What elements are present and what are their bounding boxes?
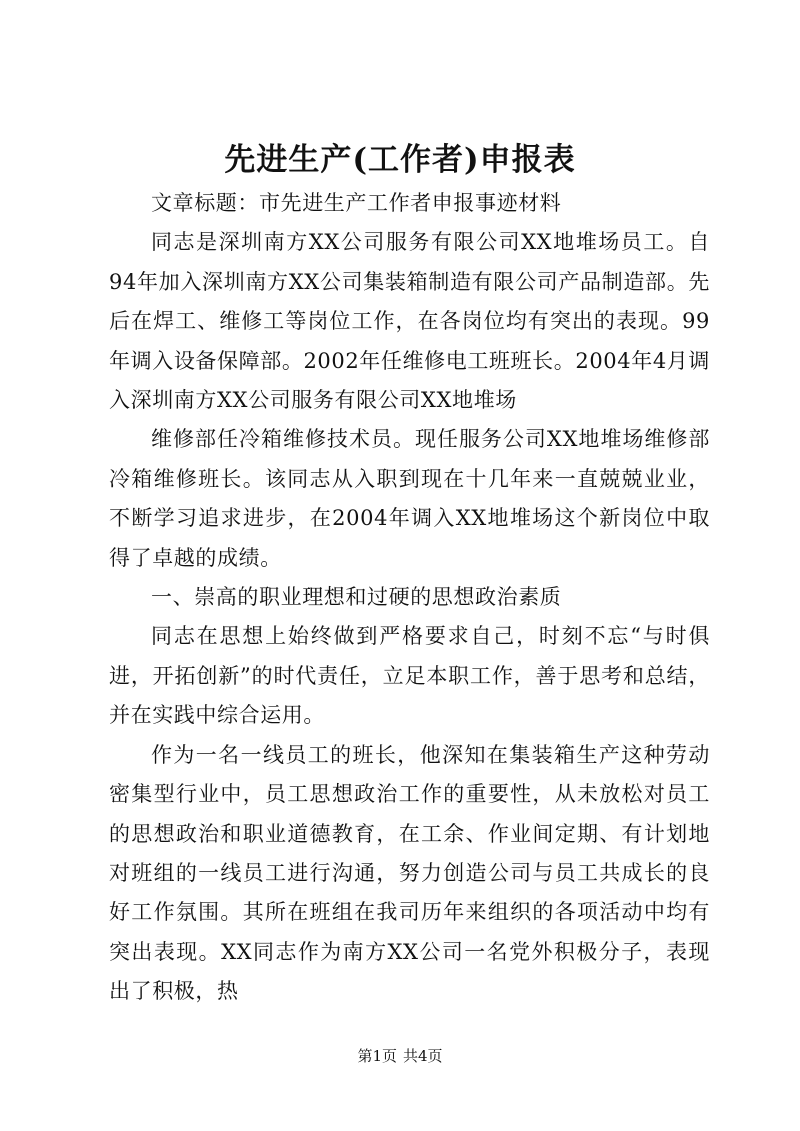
page-footer — [0, 1046, 800, 1066]
page-number: 第1页 — [357, 1047, 397, 1065]
paragraph-article-title: 文章标题：市先进生产工作者申报事迹材料 — [151, 191, 562, 215]
paragraph-ideology: 同志在思想上始终做到严格要求自己，时刻不忘“与时俱进，开拓创新”的时代责任，立足本职工作，善于思考和总结，并在实践中综合运用。 — [109, 624, 710, 728]
page-total: 共4页 — [403, 1047, 443, 1065]
paragraph-current-role: 维修部任冷箱维修技术员。现任服务公司XX地堆场维修部冷箱维修班长。该同志从入职到现在十几年来一直兢兢业业，不断学习追求进步，在2004年调入XX地堆场这个新岗位中取得了卓越的成绩。 — [109, 427, 710, 570]
section-heading-1: 一、崇高的职业理想和过硬的思想政治素质 — [151, 585, 562, 610]
paragraph-intro: 同志是深圳南方XX公司服务有限公司XX地堆场员工。自94年加入深圳南方XX公司集装箱制造有限公司产品制造部。先后在焊工、维修工等岗位工作，在各岗位均有突出的表现。99年调入设备保障部。2002年任维修电工班班长。2004年4月调入深圳南方XX公司服务有限公司XX地堆场 — [109, 230, 710, 413]
document-body — [109, 184, 710, 1012]
paragraph-team-leader: 作为一名一线员工的班长，他深知在集装箱生产这种劳动密集型行业中，员工思想政治工作的重要性，从未放松对员工的思想政治和职业道德教育，在工余、作业间定期、有计划地对班组的一线员工进行沟通，努力创造公司与员工共成长的良好工作氛围。其所在班组在我司历年来组织的各项活动中均有突出表现。XX同志作为南方XX公司一名党外积极分子，表现出了积极，热 — [109, 742, 710, 1004]
document-title: 先进生产(工作者)申报表 — [224, 142, 576, 178]
